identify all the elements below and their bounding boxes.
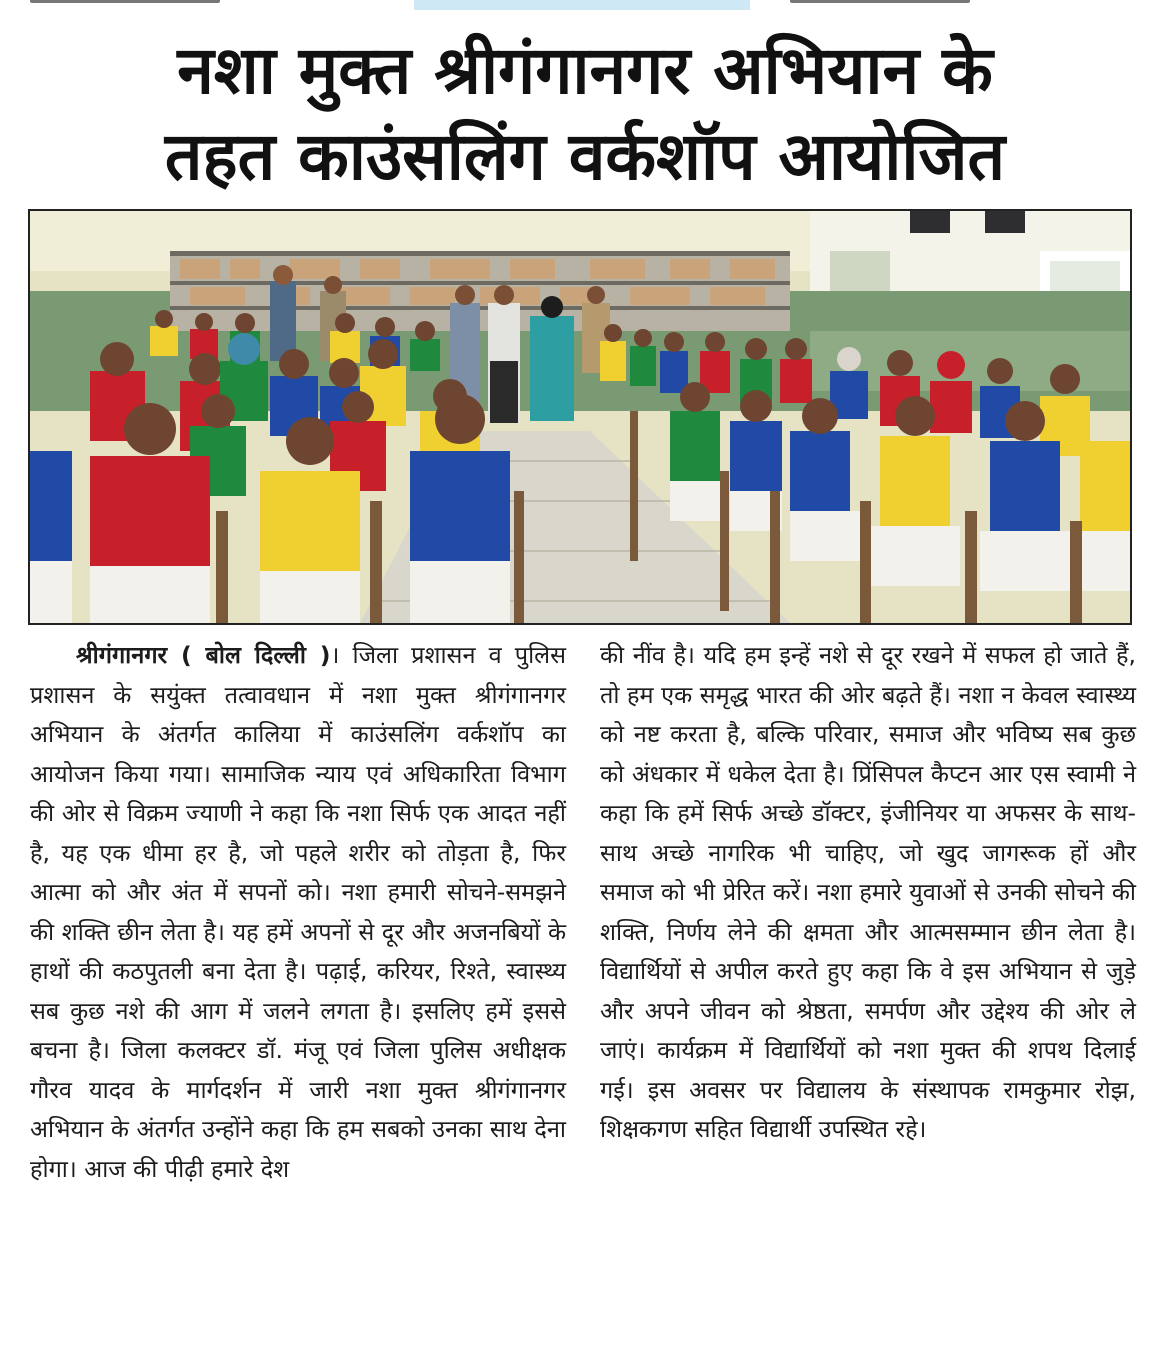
headline-line-2: तहत काउंसलिंग वर्कशॉप आयोजित	[164, 118, 1006, 195]
article-text-left: । जिला प्रशासन व पुलिस प्रशासन के सयुंक्त तत्वावधान में नशा मुक्त श्रीगंगानगर अभियान के अंतर्गत कालिया में काउंसलिंग वर्कशॉप का आयोजन किया गया। सामाजिक न्याय एवं अधिकारिता विभाग की ओर से विक्रम ज्याणी ने कहा कि नशा सिर्फ एक आदत नहीं है, यह एक धीमा हर है, जो पहले शरीर को तोड़ता है, फिर आत्मा को और अंत में सपनों को। नशा हमारी सोचने-समझने की शक्ति छीन लेता है। यह हमें अपनों से दूर और अजनबियों के हाथों की कठपुतली बना देता है। पढ़ाई, करियर, रिश्ते, स्वास्थ्य सब कुछ नशे की आग में जलने लगता है। इसलिए हमें इससे बचना है। जिला कलक्टर डॉ. मंजू एवं जिला पुलिस अधीक्षक गौरव यादव के मार्गदर्शन में जारी नशा मुक्त श्रीगंगानगर अभियान के अंतर्गत उन्होंने कहा कि हम सबको उनका साथ देना होगा। आज की पीढ़ी हमारे देश	[30, 641, 566, 1183]
page-top-edge	[0, 0, 1170, 10]
article-column-left	[30, 636, 566, 1189]
headline	[20, 28, 1150, 200]
blue-header-bar	[414, 0, 750, 10]
group-photo-icon	[30, 211, 1130, 623]
dateline: श्रीगंगानगर ( बोल दिल्ली )	[76, 641, 331, 669]
news-photo	[28, 209, 1132, 625]
cropped-text-fragment	[790, 0, 970, 3]
article-column-right	[600, 636, 1136, 1150]
headline-line-1: नशा मुक्त श्रीगंगानगर अभियान के	[177, 32, 993, 109]
article-text-right: की नींव है। यदि हम इन्हें नशे से दूर रखने में सफल हो जाते हैं, तो हम एक समृद्ध भारत की ओर बढ़ते हैं। नशा न केवल स्वास्थ्य को नष्ट करता है, बल्कि परिवार, समाज और भविष्य सब कुछ को अंधकार में धकेल देता है। प्रिंसिपल कैप्टन आर एस स्वामी ने कहा कि हमें सिर्फ अच्छे डॉक्टर, इंजीनियर या अफसर के साथ-साथ अच्छे नागरिक भी चाहिए, जो खुद जागरूक हों और समाज को भी प्रेरित करें। नशा हमारे युवाओं से उनकी सोचने की शक्ति, निर्णय लेने की क्षमता और आत्मसम्मान छीन लेता है। विद्यार्थियों से अपील करते हुए कहा कि वे इस अभियान से जुड़े और अपने जीवन को श्रेष्ठता, समर्पण और उद्देश्य की ओर ले जाएं। कार्यक्रम में विद्यार्थियों को नशा मुक्त की शपथ दिलाई गई। इस अवसर पर विद्यालय के संस्थापक रामकुमार रोझ, शिक्षकगण सहित विद्यार्थी उपस्थित रहे।	[600, 641, 1136, 1143]
cropped-text-fragment	[30, 0, 220, 3]
